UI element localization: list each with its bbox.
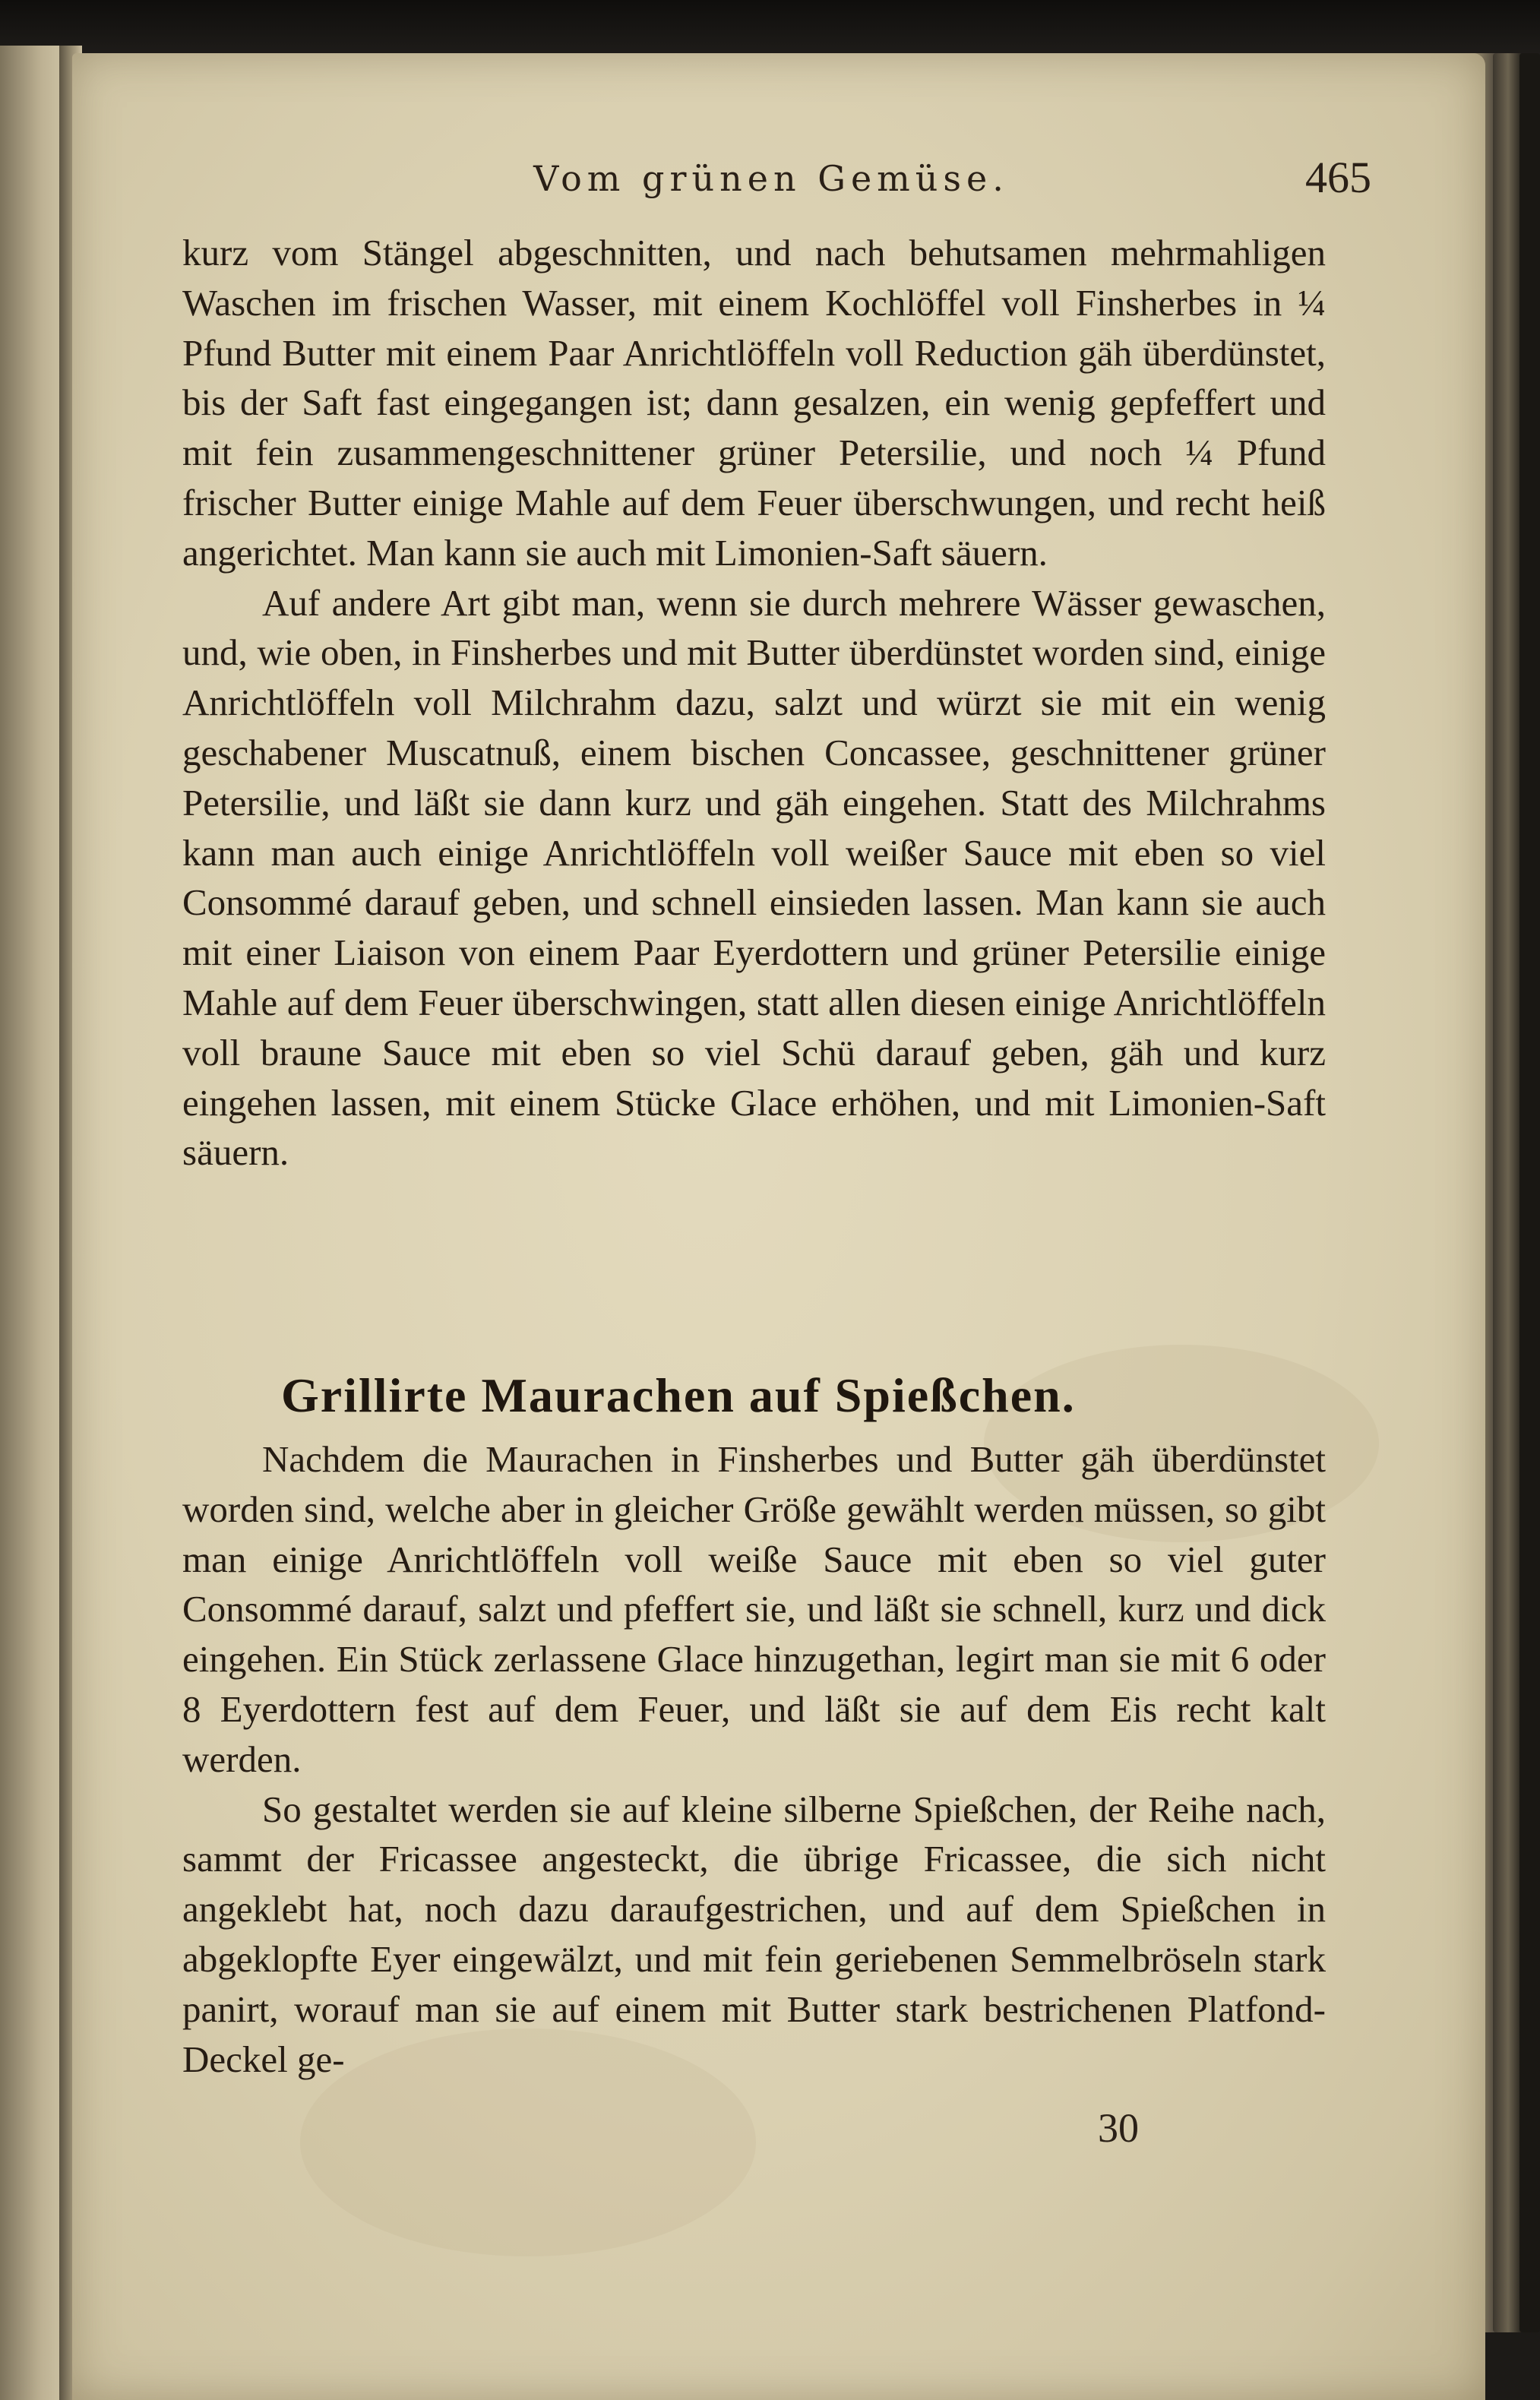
page-number: 465: [1305, 153, 1371, 202]
book-cover-edge: [1519, 53, 1540, 2332]
paragraph: kurz vom Stängel abgeschnitten, und nach behutsamen mehrmahligen Waschen im frischen Wasser, mit einem Kochlöffel voll Finsherbes in ¼ Pfund Butter mit einem Paar Anrichtlöffeln voll Reduction gäh überdünstet, bis der Saft fast eingegangen ist; dann gesalzen, ein wenig gepfeffert und mit fein zusammengeschnittener grüner Petersilie, und noch ¼ Pfund frischer Butter einige Mahle auf dem Feuer überschwungen, und recht heiß angerichtet. Man kann sie auch mit Limonien-Saft säuern.: [182, 232, 1326, 574]
paragraph: So gestaltet werden sie auf kleine silberne Spießchen, der Reihe nach, sammt der Fricassee angesteckt, die übrige Fricassee, die sich nicht angeklebt hat, noch dazu daraufgestrichen, und auf dem Spießchen in abgeklopfte Eyer eingewälzt, und mit fein geriebenen Semmelbröseln stark panirt, worauf man sie auf einem mit Butter stark bestrichenen Platfond-Deckel ge-: [182, 1788, 1326, 2080]
page-header: [72, 152, 1485, 213]
paragraph: Nachdem die Maurachen in Finsherbes und Butter gäh überdünstet worden sind, welche aber in gleicher Größe gewählt werden müssen, so gibt man einige Anrichtlöffeln voll weiße Sauce mit eben so viel guter Consommé darauf, salzt und pfeffert sie, und läßt sie schnell, kurz und dick eingehen. Ein Stück zerlassene Glace hinzugethan, legirt man sie mit 6 oder 8 Eyerdottern fest auf dem Feuer, und läßt sie auf dem Eis recht kalt werden.: [182, 1438, 1326, 1780]
section-heading: Grillirte Maurachen auf Spießchen.: [281, 1368, 1076, 1422]
paragraph: Auf andere Art gibt man, wenn sie durch mehrere Wässer gewaschen, und, wie oben, in Finsherbes und mit Butter überdünstet worden sind, einige Anrichtlöffeln voll Milchrahm dazu, salzt und würzt sie mit ein wenig geschabener Muscatnuß, einem bischen Concassee, geschnittener grüner Petersilie, und läßt sie dann kurz und gäh eingehen. Statt des Milchrahms kann man auch einige Anrichtlöffeln voll weißer Sauce mit eben so viel Consommé darauf geben, und schnell einsieden lassen. Man kann sie auch mit einer Liaison von einem Paar Eyerdottern und grüner Petersilie einige Mahle auf dem Feuer überschwingen, statt allen diesen einige Anrichtlöffeln voll braune Sauce mit eben so viel Schü darauf geben, gäh und kurz eingehen lassen, mit einem Stücke Glace erhöhen, und mit Limonien-Saft säuern.: [182, 581, 1326, 1174]
signature-mark: 30: [1098, 2105, 1139, 2151]
left-page-edge: [0, 46, 68, 2400]
text-block-bottom: [182, 1434, 1326, 2084]
page-stack-edge-dark: [1493, 53, 1523, 2332]
text-block-top: [182, 228, 1326, 1178]
running-head: Vom grünen Gemüse.: [533, 158, 1009, 199]
